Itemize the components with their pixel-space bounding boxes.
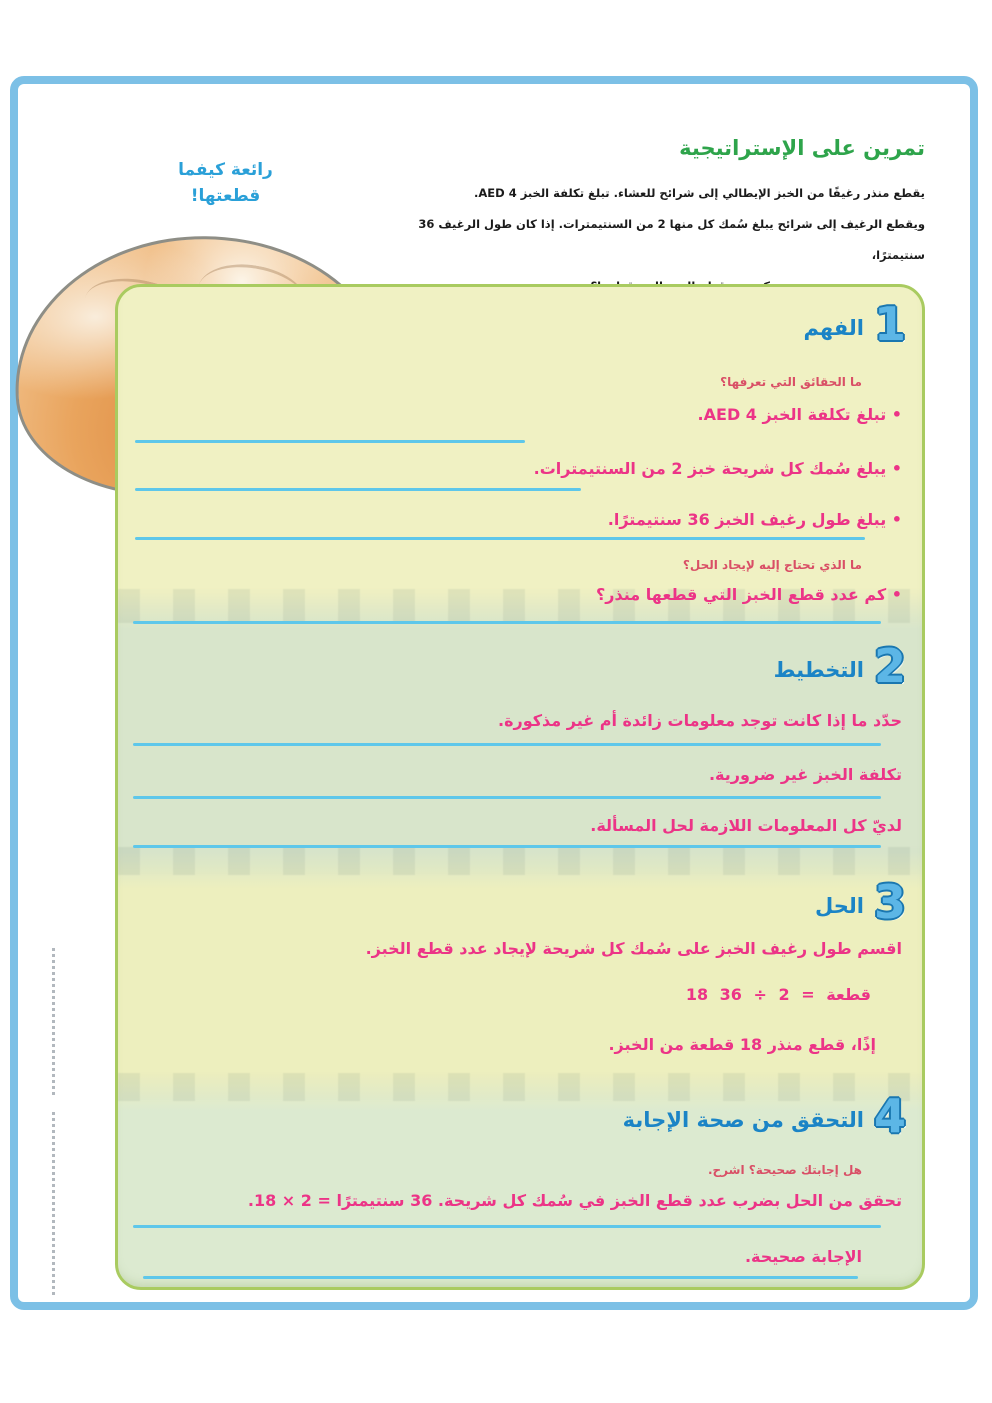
need-line: • كم عدد قطع الخبز التي قطعها منذر؟ [596,585,902,604]
answer-blank-line [133,621,881,624]
equation-token: 18 [685,985,709,1004]
equation-token: 2 [778,985,790,1004]
fact-line-1: • تبلغ تكلفة الخبز AED 4. [697,405,902,424]
bread-speech-text [138,158,313,209]
step-3-label: الحل [815,894,864,918]
answer-blank-line [135,440,525,443]
step-4-number: 4 [873,1089,906,1143]
answer-blank-line [133,743,881,746]
solve-instruction: اقسم طول رغيف الخبز على سُمك كل شريحة لإيجاد عدد قطع الخبز. [365,939,902,958]
plan-line-2: تكلفة الخبز غير ضرورية. [708,765,902,784]
equation-token: قطعة [826,985,871,1004]
speech-line-2: قطعتها! [190,185,261,206]
need-prompt: ما الذي تحتاج إليه لإيجاد الحل؟ [682,558,862,572]
step-4-header [622,1089,906,1143]
answer-blank-line [143,1276,858,1279]
fact-line-2: • يبلغ سُمك كل شريحة خبز 2 من السنتيمترات. [533,459,902,478]
check-prompt: هل إجابتك صحيحة؟ اشرح. [707,1163,862,1177]
step-2-label: التخطيط [773,658,864,682]
spine-fine-print [52,948,55,1098]
answer-blank-line [135,537,865,540]
step-1-label: الفهم [803,316,864,340]
facts-prompt: ما الحقائق التي تعرفها؟ [720,375,862,389]
worksheet-panel [115,284,925,1290]
equation-token: ÷ [753,985,767,1004]
solve-equation [683,985,874,1004]
solve-result: إذًا، قطع منذر 18 قطعة من الخبز. [608,1035,876,1054]
check-line: تحقق من الحل بضرب عدد قطع الخبز في سُمك كل شريحة. 36 سنتيمترًا = 2 × 18. [247,1191,902,1210]
step-1-number: 1 [873,297,906,351]
fact-line-3: • يبلغ طول رغيف الخبز 36 سنتيمترًا. [607,510,902,529]
answer-blank-line [133,796,881,799]
plan-line-1: حدّد ما إذا كانت توجد معلومات زائدة أم غير مذكورة. [497,711,902,730]
conclusion-line: الإجابة صحيحة. [744,1247,862,1266]
plan-line-3: لديّ كل المعلومات اللازمة لحل المسألة. [590,816,902,835]
step-2-number: 2 [873,639,906,693]
answer-blank-line [133,845,881,848]
answer-blank-line [133,1225,881,1228]
step-1-header [803,297,906,351]
spine-fine-print [52,1112,55,1298]
equation-token: 36 [719,985,742,1004]
lesson-title: تمرين على الإستراتيجية [679,136,925,160]
step-3-header [815,875,906,929]
problem-line-1: يقطع منذر رغيفًا من الخبز الإيطالي إلى شرائح للعشاء. تبلغ تكلفة الخبز AED 4. [474,186,925,200]
problem-line-2: ويقطع الرغيف إلى شرائح يبلغ سُمك كل منها 2 من السنتيمترات. إذا كان طول الرغيف 36 سنتيمترًا، [418,217,925,262]
speech-line-1: رائعة كيفما [178,160,273,180]
step-4-label: التحقق من صحة الإجابة [622,1108,864,1132]
watercolor-band [118,847,922,875]
step-3-number: 3 [873,875,906,929]
answer-blank-line [135,488,581,491]
step-2-header [773,639,906,693]
equation-token: = [801,985,815,1004]
